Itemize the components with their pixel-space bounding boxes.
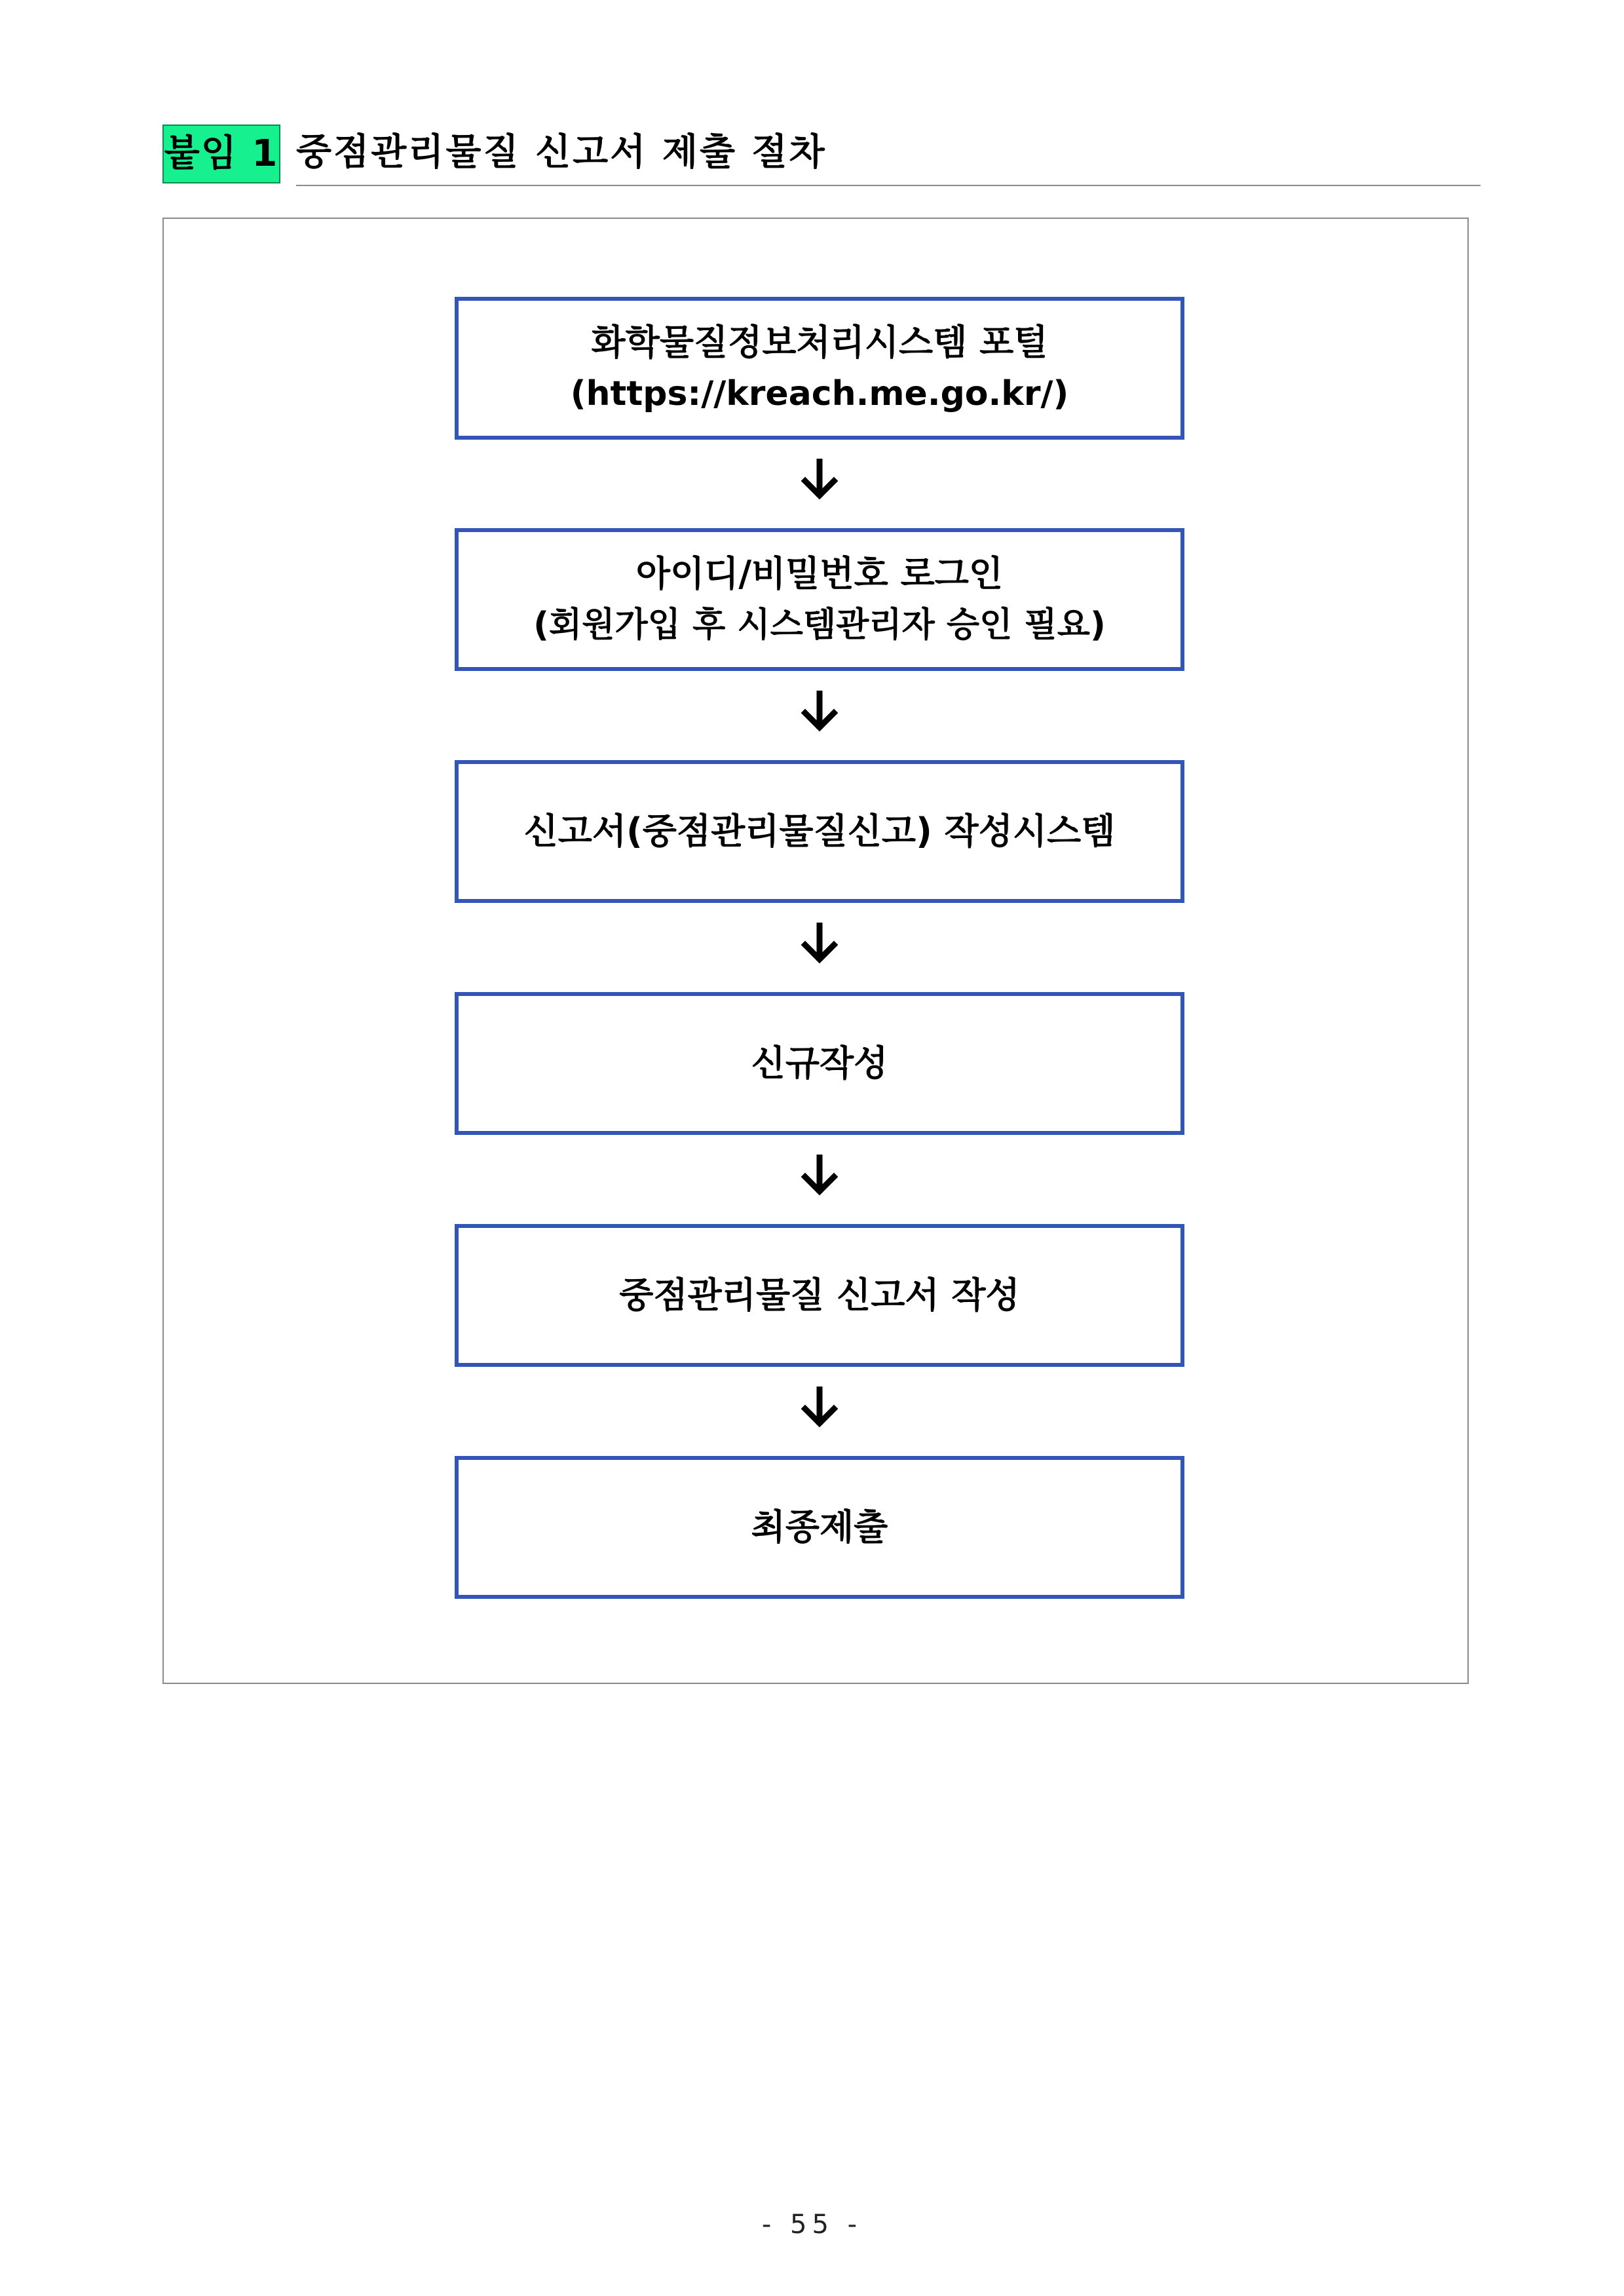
- flow-step-title: 신규작성: [751, 1043, 888, 1084]
- flow-step-title: 중점관리물질 신고서 작성: [619, 1274, 1020, 1316]
- section-heading: [162, 124, 1481, 183]
- flow-step-title: 신고서(중점관리물질신고) 작성시스템: [523, 811, 1116, 852]
- attachment-tag: 붙임 1: [162, 124, 280, 183]
- flow-step-login: [455, 528, 1184, 671]
- flow-step-title: 최종제출: [751, 1506, 888, 1548]
- flow-step-note: (회원가입 후 시스템관리자 승인 필요): [533, 605, 1106, 645]
- arrow-down-icon: [799, 1155, 840, 1196]
- arrow-down-icon: [799, 923, 840, 965]
- page-title: 중점관리물질 신고서 제출 절차: [296, 131, 827, 174]
- title-underline: [296, 185, 1481, 186]
- arrow-down-icon: [799, 1387, 840, 1428]
- flow-step-new-draft: [455, 992, 1184, 1135]
- flow-step-portal: [455, 297, 1184, 440]
- flow-step-url: (https://kreach.me.go.kr/): [570, 374, 1069, 413]
- flow-step-title: 아이디/비밀번호 로그인: [635, 553, 1004, 594]
- arrow-down-icon: [799, 459, 840, 501]
- page-number: - 55 -: [761, 2210, 863, 2240]
- flow-step-final-submit: [455, 1456, 1184, 1599]
- flow-step-write-report: [455, 1224, 1184, 1367]
- flow-step-title: 화학물질정보처리시스템 포털: [591, 322, 1048, 363]
- arrow-down-icon: [799, 691, 840, 733]
- flow-step-report-system: [455, 760, 1184, 903]
